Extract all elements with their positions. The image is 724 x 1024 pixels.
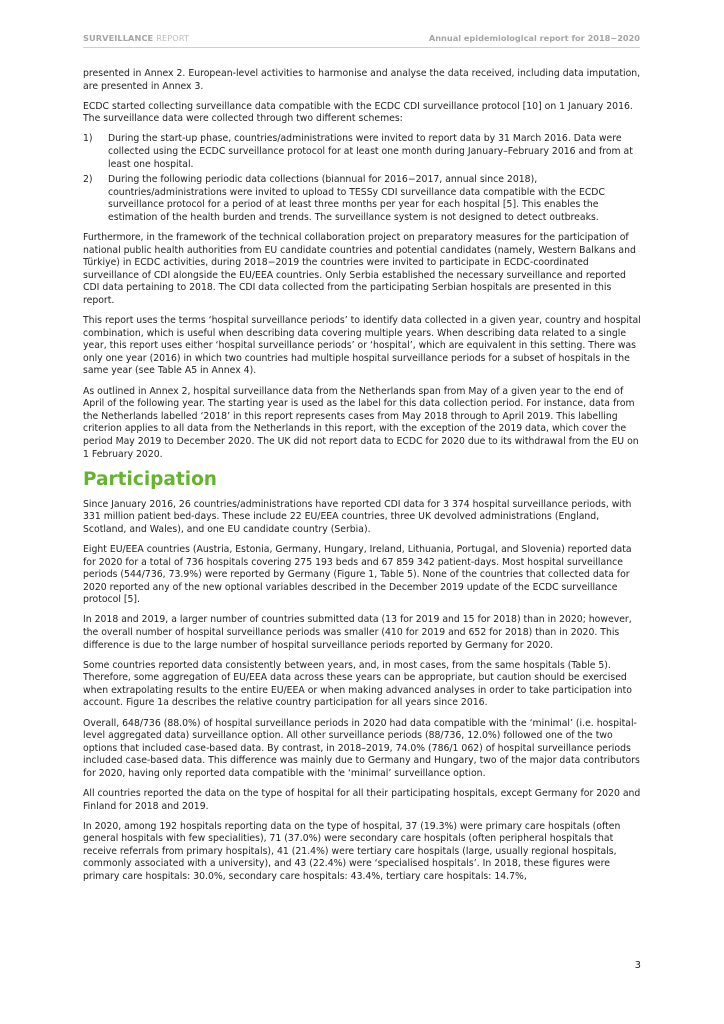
- paragraph: Some countries reported data consistently between years, and, in most cases, from the same hospitals (Table 5). Therefore, some aggregation of EU/EEA data across these years can be appropriate, but caution should be exercised when extrapolating results to the entire EU/EEA or when making advanced analyses in order to take participation into account. Figure 1a describes the relative country participation for all years since 2016.: [83, 659, 632, 709]
- paragraph: This report uses the terms ‘hospital surveillance periods’ to identify data collected in a given year, country and hospital combination, which is useful when describing data covering multiple years. When describing data related to a single year, this report uses either ‘hospital surveillance periods’ or ‘hospital’, which are equivalent in this setting. There was only one year (2016) in which two countries had multiple hospital surveillance periods for a subset of hospitals in the same year (see Table A5 in Annex 4).: [83, 315, 641, 377]
- header-divider: [83, 47, 640, 48]
- list-item-text: During the following periodic data collections (biannual for 2016−2017, annual since 2018), countries/administrations were invited to upload to TESSy CDI surveillance data compatible with the ECDC surveillance protocol for a period of at least three months per year for each hospital [5]. This enables the estimation of the health burden and trends. The surveillance system is not designed to detect outbreaks.: [108, 174, 605, 223]
- report-series-light: REPORT: [156, 33, 190, 43]
- collection-schemes-list: [83, 133, 643, 224]
- report-series-bold: SURVEILLANCE: [83, 33, 154, 43]
- running-header: [83, 33, 640, 47]
- list-item-number: 1): [83, 133, 93, 145]
- report-title: Annual epidemiological report for 2018−2020: [428, 33, 640, 43]
- section-heading: Participation: [83, 468, 217, 490]
- paragraph: Since January 2016, 26 countries/administrations have reported CDI data for 3 374 hospital surveillance periods, with 331 million patient bed-days. These include 22 EU/EEA countries, three UK devolved administrations (England, Scotland, and Wales), and one EU candidate country (Serbia).: [83, 498, 632, 535]
- paragraph: In 2018 and 2019, a larger number of countries submitted data (13 for 2019 and 15 for 2018) than in 2020; however, the overall number of hospital surveillance periods was smaller (410 for 2019 and 652 for 2018) than in 2020. This difference is due to the large number of hospital surveillance periods reported by Germany for 2020.: [83, 614, 632, 651]
- paragraph: In 2020, among 192 hospitals reporting data on the type of hospital, 37 (19.3%) were primary care hospitals (often general hospitals with few specialities), 71 (37.0%) were secondary care hospitals (often peripheral hospitals that receive referrals from primary hospitals), 41 (21.4%) were tertiary care hospitals (large, usually regional hospitals, commonly associated with a university), and 43 (22.4%) were ‘specialised hospitals’. In 2018, these figures were primary care hospitals: 30.0%, secondary care hospitals: 43.4%, tertiary care hospitals: 14.7%,: [83, 820, 621, 883]
- paragraph: Furthermore, in the framework of the technical collaboration project on preparatory measures for the participation of national public health authorities from EU candidate countries and potential candidates (namely, Western Balkans and Türkiye) in ECDC activities, during 2018−2019 the countries were invited to participate in ECDC-coordinated surveillance of CDI alongside the EU/EEA countries. Only Serbia established the necessary surveillance and reported CDI data pertaining to 2018. The CDI data collected from the participating Serbian hospitals are presented in this report.: [83, 232, 636, 306]
- paragraph: presented in Annex 2. European-level activities to harmonise and analyse the data received, including data imputation, are presented in Annex 3.: [83, 68, 641, 92]
- list-item: [83, 174, 643, 224]
- page-number: 3: [634, 960, 641, 971]
- list-item-number: 2): [83, 174, 93, 186]
- paragraph: Overall, 648/736 (88.0%) of hospital surveillance periods in 2020 had data compatible with the ‘minimal’ (i.e. hospital-level aggregated data) surveillance option. All other surveillance periods (88/736, 12.0%) followed one of the two options that included case-based data. By contrast, in 2018–2019, 74.0% (786/1 062) of hospital surveillance periods included case-based data. This difference was mainly due to Germany and Hungary, two of the major data contributors for 2020, having only reported data compatible with the ‘minimal’ surveillance option.: [83, 717, 640, 779]
- list-item: [83, 133, 643, 171]
- list-item-text: During the start-up phase, countries/administrations were invited to report data by 31 March 2016. Data were collected using the ECDC surveillance protocol for at least one month during January–February 2016 and from at least one hospital.: [108, 133, 633, 170]
- paragraph: As outlined in Annex 2, hospital surveillance data from the Netherlands span from May of a given year to the end of April of the following year. The starting year is used as the label for this data collection period. For instance, data from the Netherlands labelled ‘2018’ in this report represents cases from May 2018 through to April 2019. This labelling criterion applies to all data from the Netherlands in this report, with the exception of the 2019 data, which cover the period May 2019 to December 2020. The UK did not report data to ECDC for 2020 due to its withdrawal from the EU on 1 February 2020.: [83, 385, 639, 460]
- paragraph: All countries reported the data on the type of hospital for all their participating hospitals, except Germany for 2020 and Finland for 2018 and 2019.: [83, 788, 641, 812]
- report-series-label: [83, 33, 189, 43]
- paragraph: ECDC started collecting surveillance data compatible with the ECDC CDI surveillance protocol [10] on 1 January 2016. The surveillance data were collected through two different schemes:: [83, 100, 633, 125]
- paragraph: Eight EU/EEA countries (Austria, Estonia, Germany, Hungary, Ireland, Lithuania, Portugal, and Slovenia) reported data for 2020 for a total of 736 hospitals covering 275 193 beds and 67 859 342 patient-days. Most hospital surveillance periods (544/736, 73.9%) were reported by Germany (Figure 1, Table 5). None of the countries that collected data for 2020 reported any of the new optional variables described in the December 2019 update of the ECDC surveillance protocol [5].: [83, 543, 632, 606]
- page-body: [83, 68, 643, 891]
